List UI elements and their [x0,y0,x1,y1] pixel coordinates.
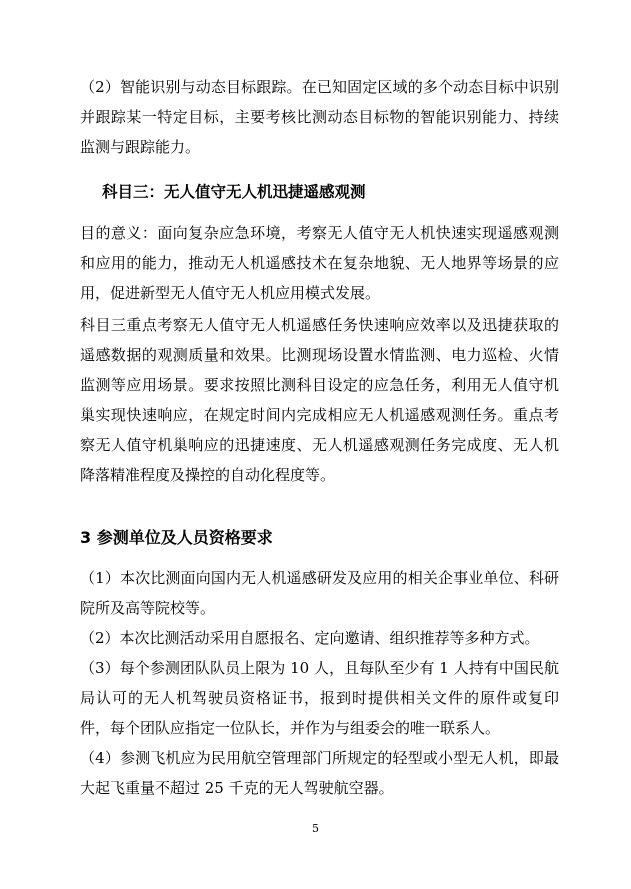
paragraph-purpose: 目的意义：面向复杂应急环境，考察无人值守无人机快速实现遥感观测和应用的能力，推动无人机遥感技术在复杂地貌、无人地界等场景的应用，促进新型无人值守无人机应用模式发展。 [80,224,559,302]
paragraph-dynamic-target-tracking: （2）智能识别与动态目标跟踪。在已知固定区域的多个动态目标中识别并跟踪某一特定目标，主要考核比测动态目标物的智能识别能力、持续监测与跟踪能力。 [80,78,559,156]
heading-subject-three: 科目三：无人值守无人机迅捷遥感观测 [102,183,366,201]
page-number: 5 [312,822,319,835]
paragraph-subject-three-focus: 科目三重点考察无人值守无人机遥感任务快速响应效率以及迅捷获取的遥感数据的观测质量和效果。比测现场设置水情监测、电力巡检、火情监测等应用场景。要求按照比测科目设定的应急任务，利用无人值守机巢实现快速响应，在规定时间内完成相应无人机遥感观测任务。重点考察无人值守机巢响应的迅捷速度、无人机遥感观测任务完成度、无人机降落精准程度及操控的自动化程度等。 [80,316,559,484]
paragraph-registration-methods: （2）本次比测活动采用自愿报名、定向邀请、组织推荐等多种方式。 [80,629,540,647]
paragraph-aircraft-requirement: （4）参测飞机应为民用航空管理部门所规定的轻型或小型无人机，即最大起飞重量不超过 25 千克的无人驾驶航空器。 [80,749,559,797]
heading-section-three: 3 参测单位及人员资格要求 [80,528,273,547]
paragraph-eligible-units: （1）本次比测面向国内无人机遥感研发及应用的相关企事业单位、科研院所及高等院校等。 [80,569,559,617]
paragraph-team-members: （3）每个参测团队队员上限为 10 人，且每队至少有 1 人持有中国民航局认可的无人机驾驶员资格证书，报到时提供相关文件的原件或复印件，每个团队应指定一位队长，并作为与组委会的唯一联系人。 [80,659,559,737]
